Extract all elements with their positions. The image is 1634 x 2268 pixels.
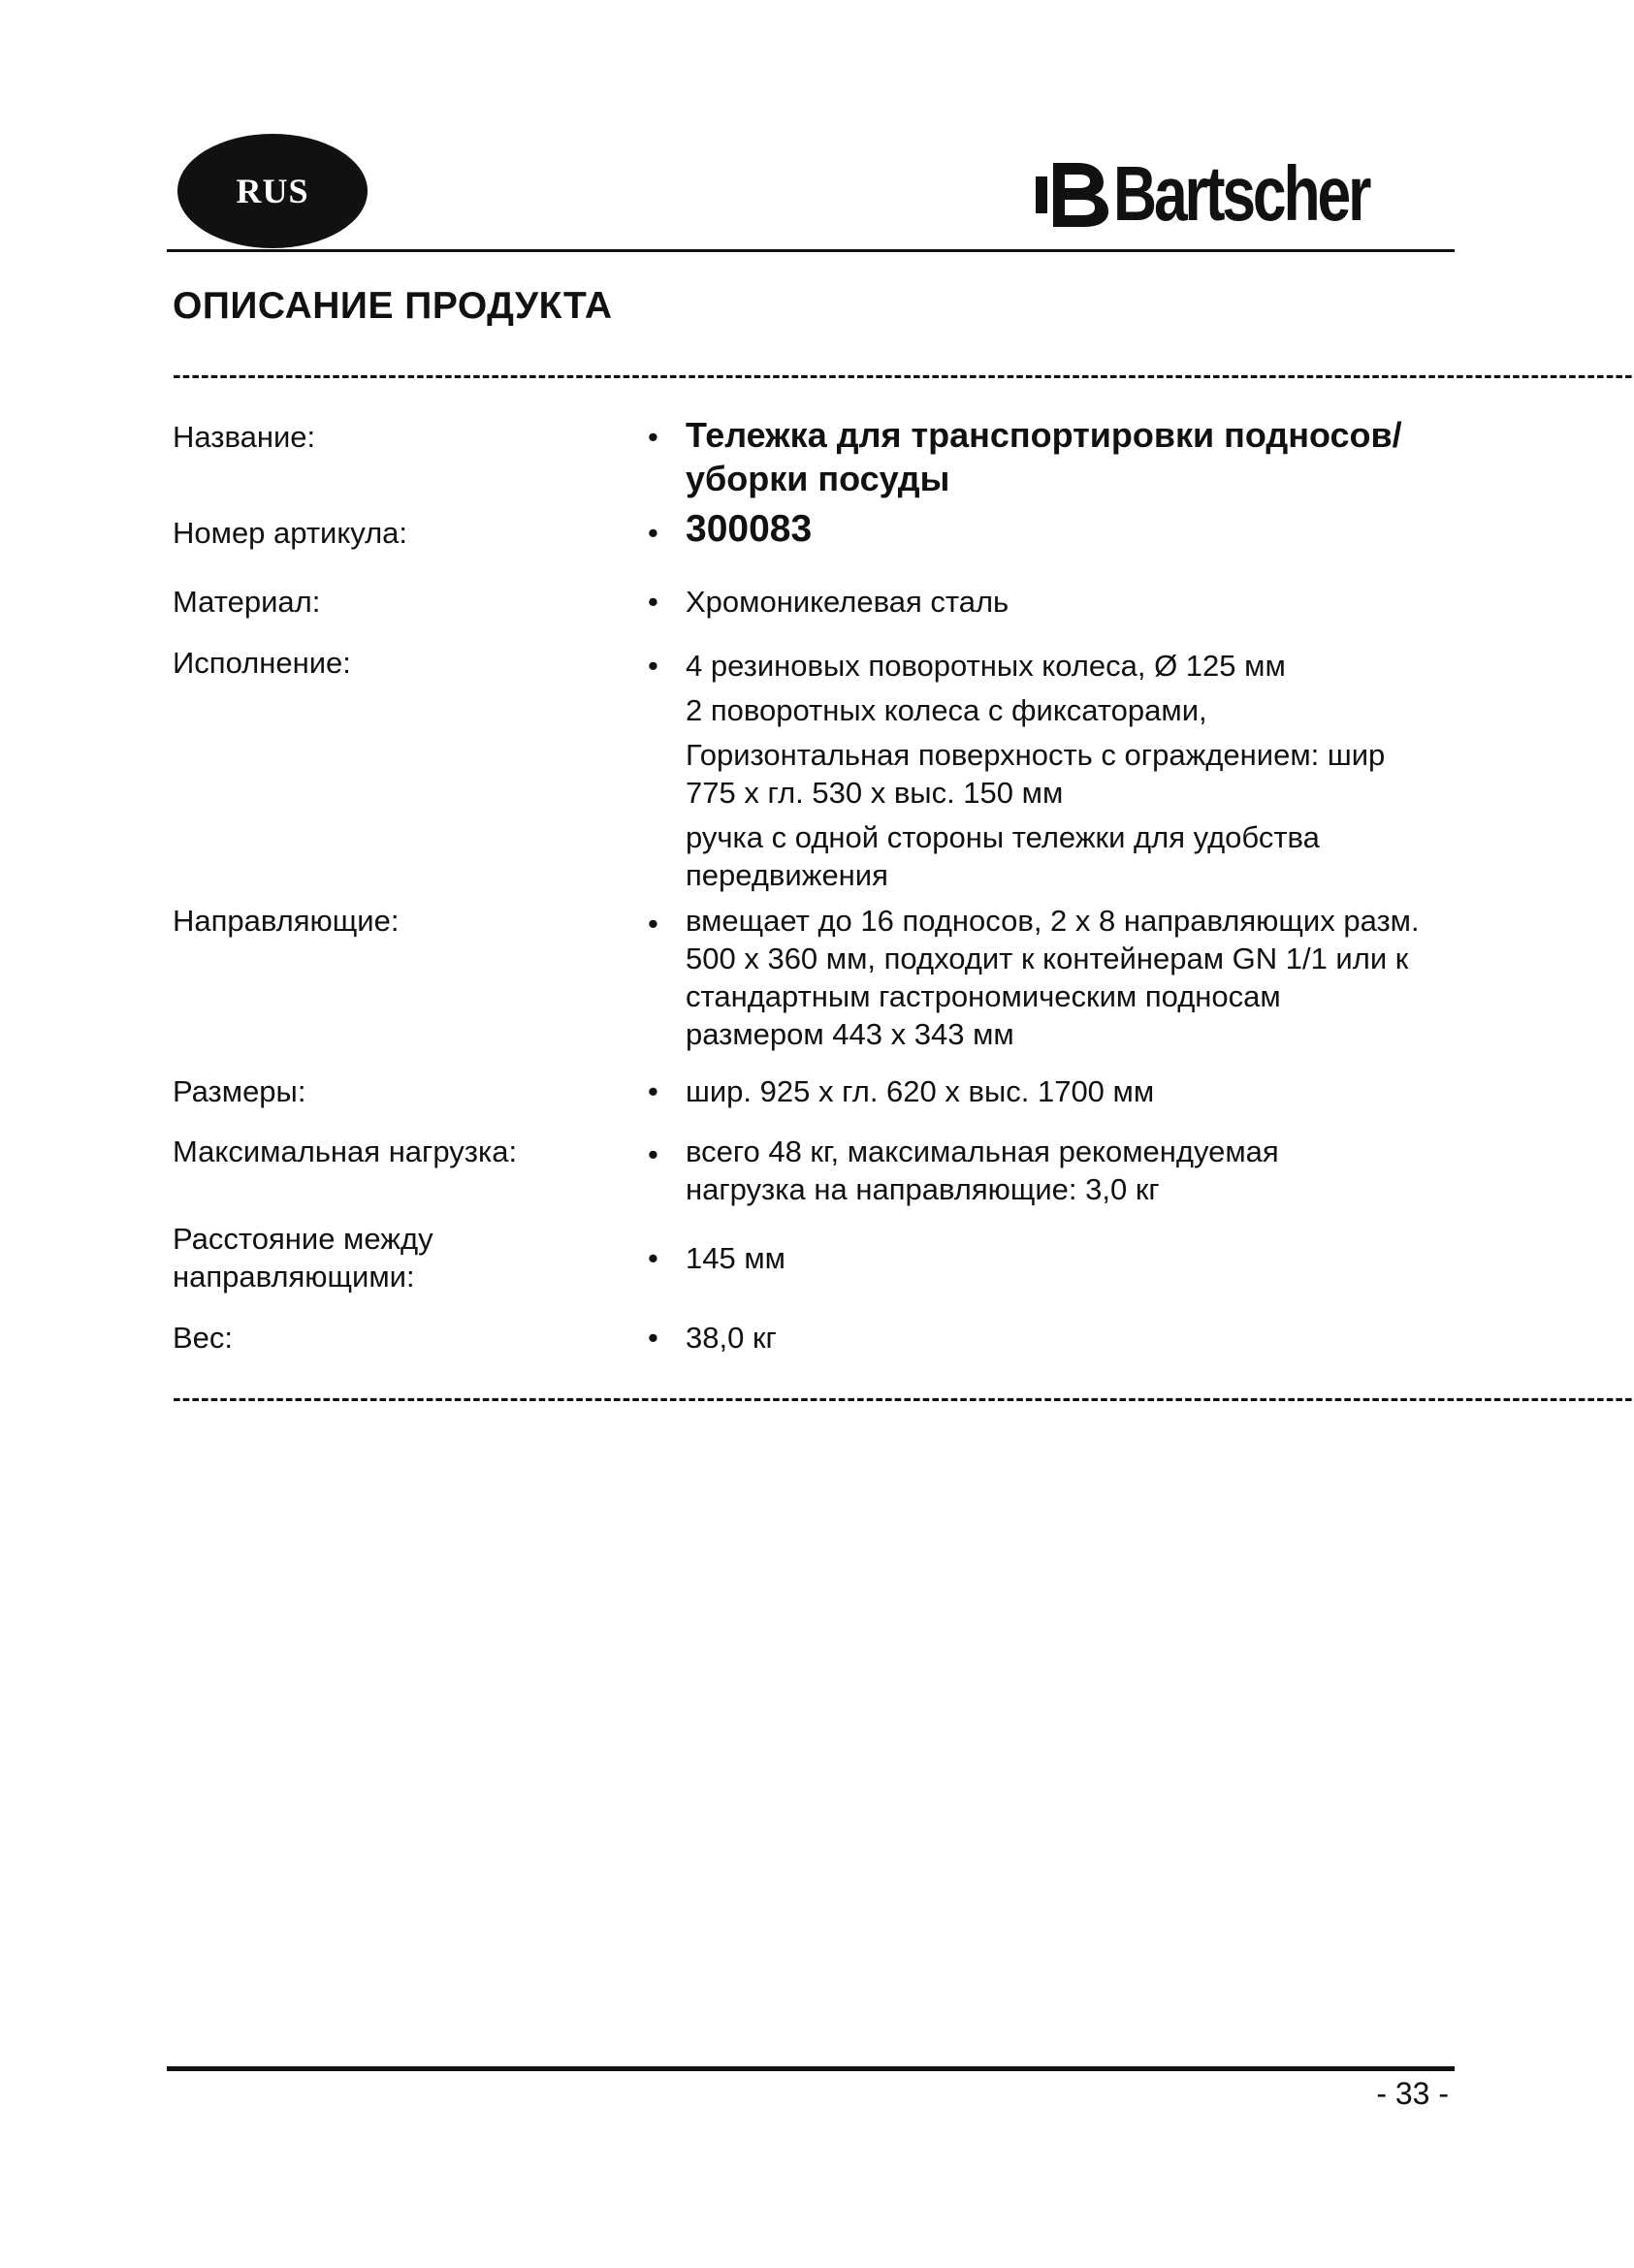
spec-bullet: •: [648, 649, 658, 683]
spec-value-weight: 38,0 кг: [686, 1321, 777, 1355]
spec-label-guide-spacing: Расстояние между направляющими:: [173, 1222, 433, 1294]
spec-bullet: •: [648, 1241, 658, 1275]
footer-rule: [167, 2066, 1455, 2071]
page-number: - 33 -: [1376, 2076, 1449, 2111]
spec-value-guides: вмещает до 16 подносов, 2 x 8 направляющих разм. 500 x 360 мм, подходит к контейнерам GN 1/1 или к стандартным гастрономическим подносам размером 443 x 343 мм: [686, 904, 1420, 1051]
header-rule: [167, 249, 1455, 252]
execution-line: ручка с одной стороны тележки для удобства передвижения: [686, 820, 1320, 892]
execution-line: 4 резиновых поворотных колеса, Ø 125 мм: [686, 649, 1286, 683]
execution-line: 2 поворотных колеса с фиксаторами,: [686, 693, 1207, 727]
spec-bullet: •: [648, 1074, 658, 1108]
spec-label-material: Материал:: [173, 585, 321, 619]
spec-value-max-load: всего 48 кг, максимальная рекомендуемая нагрузка на направляющие: 3,0 кг: [686, 1134, 1279, 1206]
brand-name: Bartscher: [1113, 150, 1369, 237]
spec-value-dimensions: шир. 925 x гл. 620 x выс. 1700 мм: [686, 1074, 1155, 1108]
spec-label-dimensions: Размеры:: [173, 1074, 306, 1108]
spec-label-weight: Вес:: [173, 1321, 234, 1355]
spec-value-execution: [686, 647, 1403, 894]
spec-label-max-load: Максимальная нагрузка:: [173, 1134, 518, 1168]
spec-value-material: Хромоникелевая сталь: [686, 585, 1009, 619]
spec-bullet: •: [648, 1321, 658, 1355]
page-title: ОПИСАНИЕ ПРОДУКТА: [173, 285, 613, 327]
spec-label-guides: Направляющие:: [173, 904, 400, 938]
spec-bullet: •: [648, 585, 658, 619]
execution-line: Горизонтальная поверхность с ограждением: шир 775 x гл. 530 x выс. 150 мм: [686, 738, 1386, 810]
dashed-separator: ------------------------------------------------------------------------------------------------------------------------------------------------------------: [173, 360, 1634, 389]
language-badge: [177, 134, 368, 248]
spec-label-execution: Исполнение:: [173, 646, 351, 680]
spec-value-guide-spacing: 145 мм: [686, 1241, 785, 1275]
spec-bullet: •: [648, 1137, 658, 1171]
spec-label-name: Название:: [173, 420, 316, 454]
dashed-separator: ------------------------------------------------------------------------------------------------------------------------------------------------------------: [173, 1383, 1634, 1412]
brand-logo-mark-icon: [1036, 159, 1111, 229]
brand-logo: [1036, 150, 1441, 237]
spec-bullet: •: [648, 516, 658, 550]
spec-value-name: Тележка для транспортировки подносов/ уборки посуды: [686, 415, 1402, 498]
language-badge-label: RUS: [236, 172, 309, 210]
spec-bullet: •: [648, 420, 658, 454]
spec-bullet: •: [648, 907, 658, 941]
spec-value-article: 300083: [686, 508, 813, 550]
spec-label-article: Номер артикула:: [173, 516, 408, 550]
